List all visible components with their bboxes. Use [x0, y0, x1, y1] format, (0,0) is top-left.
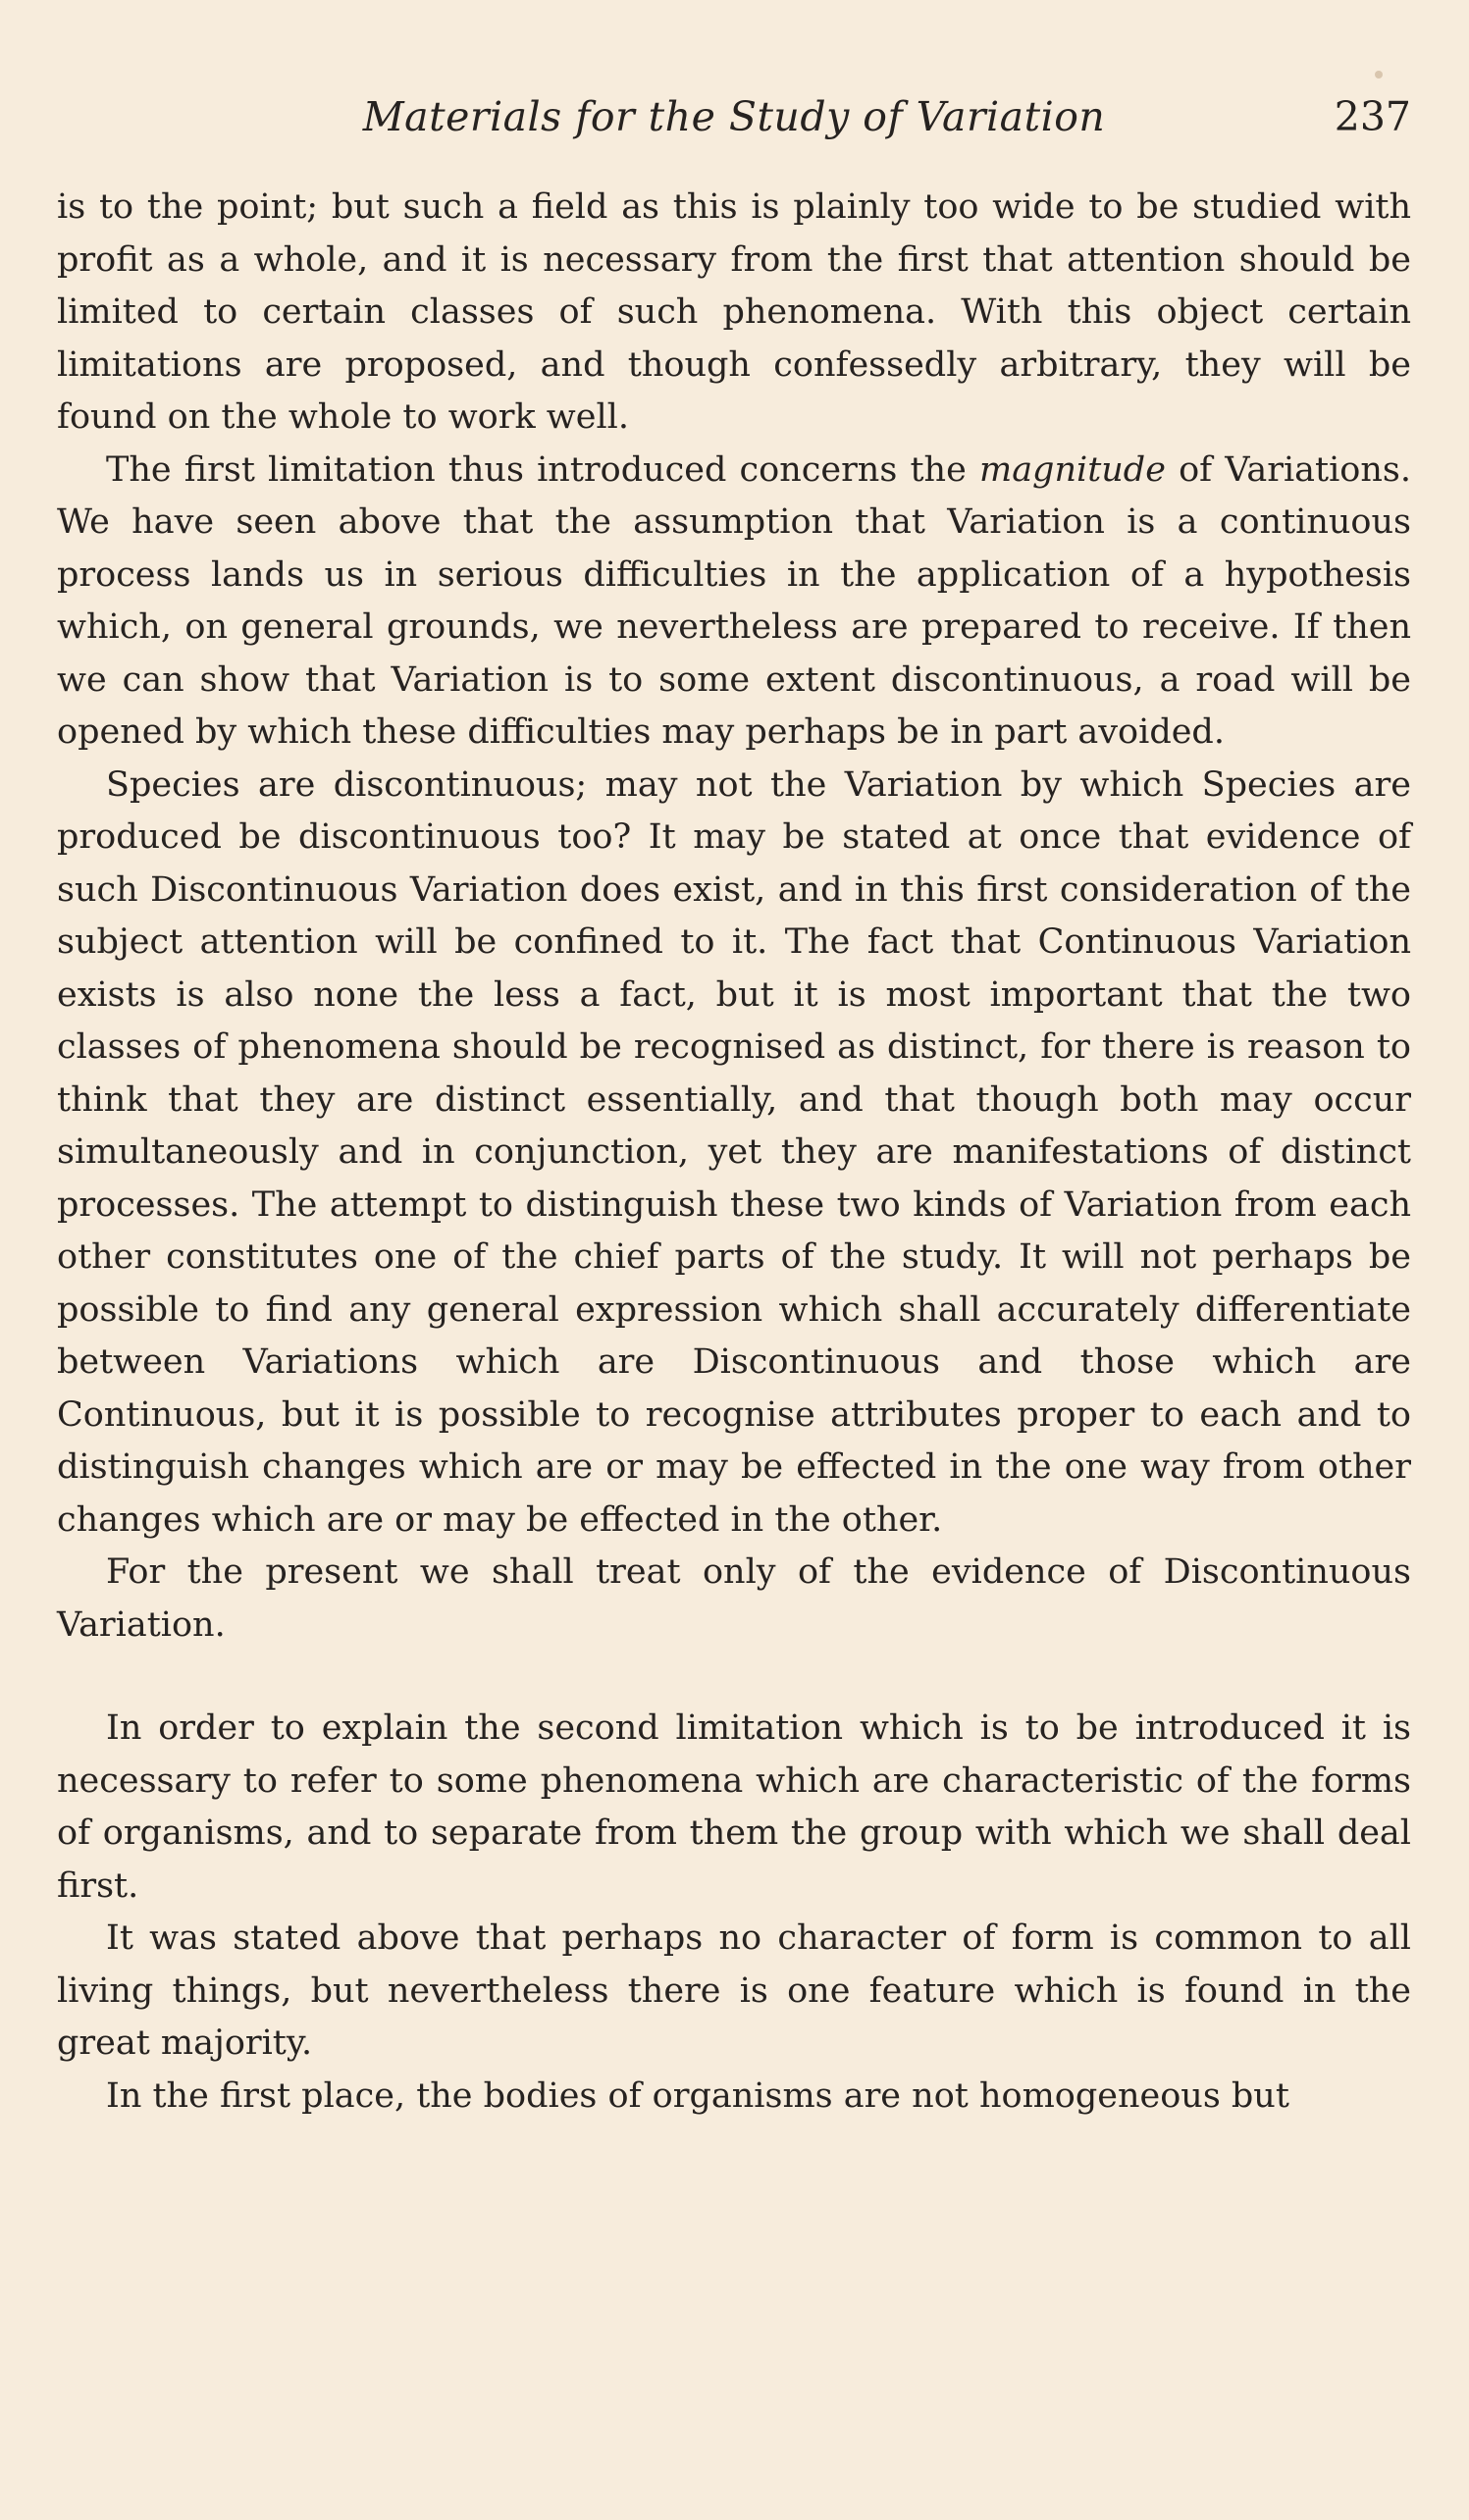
paragraph-2-text-after: of Variations. We have seen above that the assumption that Variation is a continuous process lands us in serious difficulties in the application of a hypothesis which, on general grounds, we nevertheless are prepared to receive. If then we can show that Variation is to some extent discontinuous, a road will be opened by which these difficulties may perhaps be in part avoided.	[57, 449, 1411, 752]
page-number: 237	[1334, 93, 1411, 140]
paragraph-2-text-before: The first limitation thus introduced concerns the	[106, 449, 979, 490]
paragraph-2	[57, 445, 1411, 760]
paper-blemish	[1375, 71, 1383, 79]
paragraph-3: Species are discontinuous; may not the Variation by which Species are produced be discontinuous too? It may be stated at once that evidence of such Discontinuous Variation does exist, and in this first consideration of the subject attention will be confined to it. The fact that Continuous Variation exists is also none the less a fact, but it is most important that the two classes of phenomena should be recognised as distinct, for there is reason to think that they are distinct essentially, and that though both may occur simultaneously and in conjunction, yet they are manifestations of distinct processes. The attempt to distinguish these two kinds of Variation from each other constitutes one of the chief parts of the study. It will not perhaps be possible to find any general expression which shall accurately differentiate between Variations which are Discontinuous and those which are Continuous, but it is possible to recognise attributes proper to each and to distinguish changes which are or may be effected in the one way from other changes which are or may be effected in the other.	[57, 764, 1411, 1540]
paragraph-4: For the present we shall treat only of the evidence of Discontinuous Variation.	[57, 1552, 1411, 1645]
emphasis-magnitude: magnitude	[979, 449, 1166, 490]
paragraph-6: It was stated above that perhaps no character of form is common to all living things, but nevertheless there is one feature which is found in the great majority.	[57, 1918, 1411, 2063]
book-page	[57, 93, 1411, 2123]
paragraph-1: is to the point; but such a field as this is plainly too wide to be studied with profit as a whole, and it is necessary from the first that attention should be limited to certain classes of such phenomena. With this object certain limitations are proposed, and though confessedly arbitrary, they will be found on the whole to work well.	[57, 187, 1411, 437]
running-title: Materials for the Study of Variation	[362, 93, 1106, 140]
paragraph-7: In the first place, the bodies of organisms are not homogeneous but	[106, 2075, 1289, 2116]
section-break	[57, 1652, 1411, 1703]
page-header	[57, 93, 1411, 162]
paragraph-5: In order to explain the second limitation which is to be introduced it is necessary to refer to some phenomena which are characteristic of the forms of organisms, and to separate from them the group with which we shall deal first.	[57, 1708, 1411, 1906]
